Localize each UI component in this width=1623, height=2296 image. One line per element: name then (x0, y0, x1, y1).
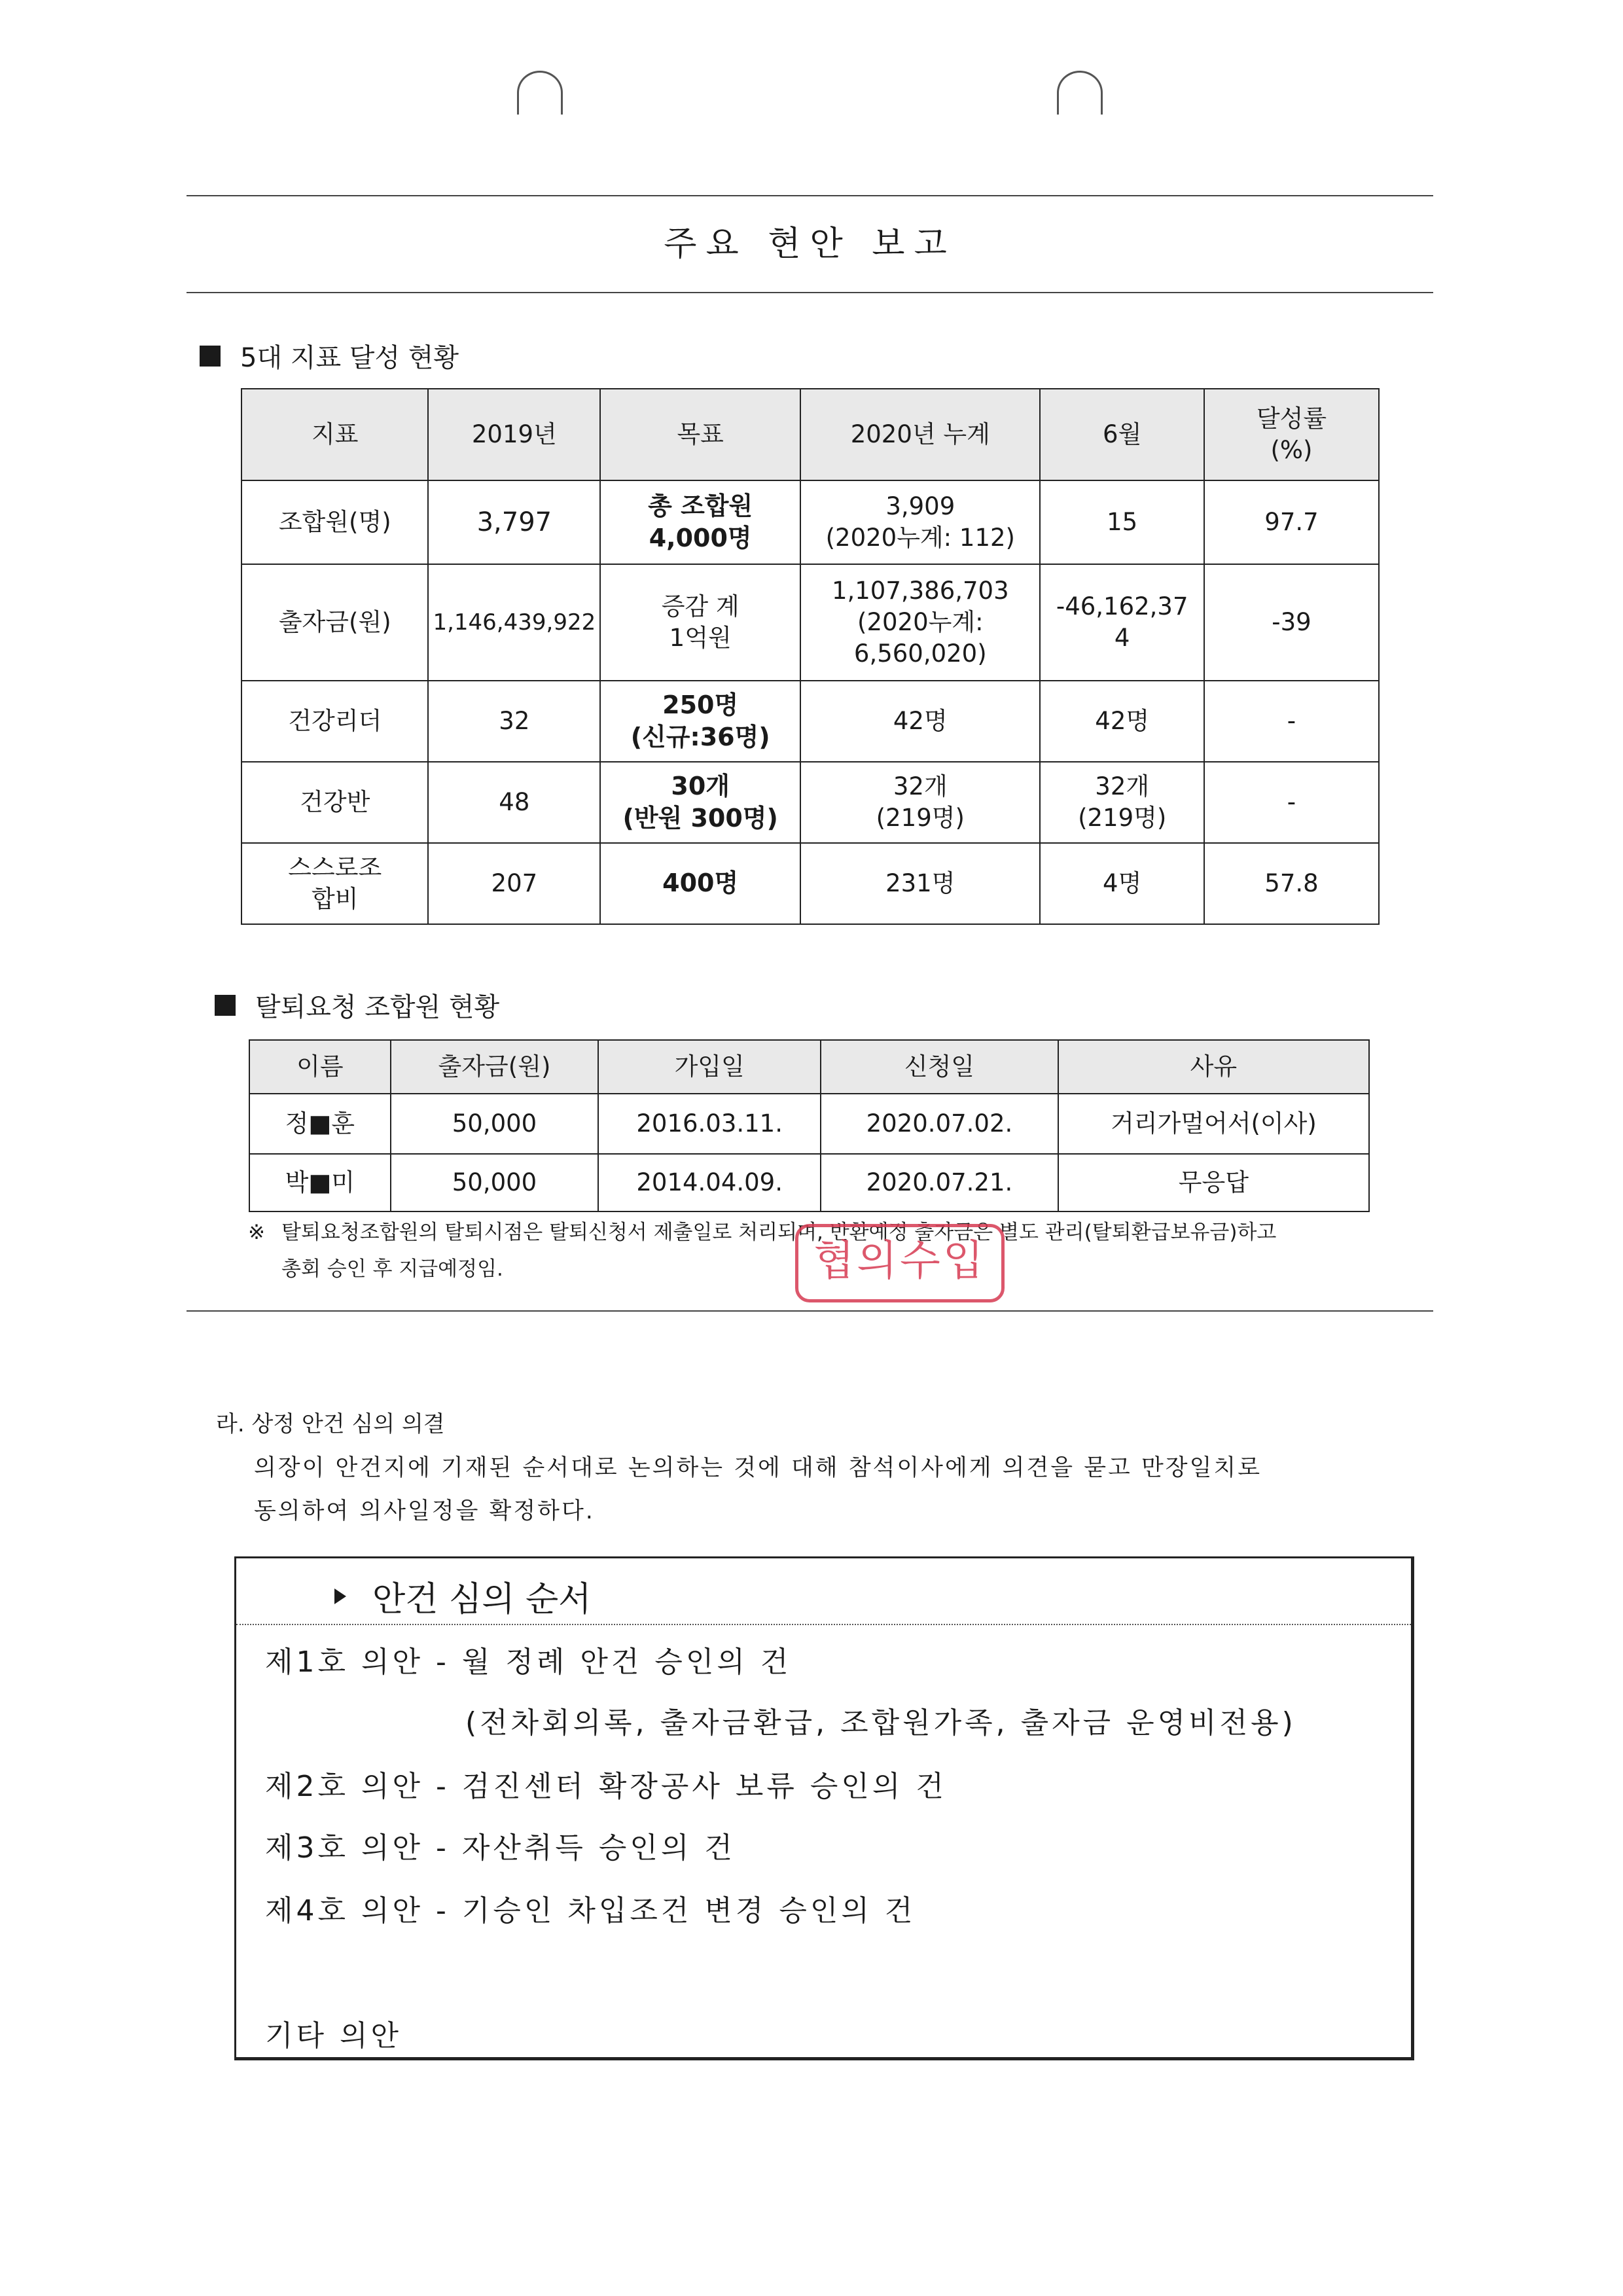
kpi-heading-text: 5대 지표 달성 현황 (240, 343, 459, 373)
value-2019-cell: 207 (428, 843, 600, 924)
rate-cell: - (1204, 762, 1379, 843)
rate-cell: 57.8 (1204, 843, 1379, 924)
note-line: 총회 승인 후 지급예정임. (281, 1257, 503, 1281)
indicator-cell: 건강리더 (241, 681, 428, 762)
target-cell: 250명 (신규:36명) (600, 681, 800, 762)
header-cell: 이름 (249, 1040, 391, 1094)
kpi-header-row (241, 389, 1379, 480)
note-mark: ※ (248, 1221, 265, 1244)
agenda-description (254, 1446, 1262, 1533)
cumulative-2020-cell: 42명 (800, 681, 1040, 762)
square-bullet-icon (215, 995, 236, 1016)
box-divider (236, 1624, 1411, 1625)
agenda-line: 의장이 안건지에 기재된 순서대로 논의하는 것에 대해 참석이사에게 의견을 묻고 만장일치로 (254, 1455, 1262, 1481)
value-2019-cell: 1,146,439,922 (428, 564, 600, 681)
header-cell: 6월 (1040, 389, 1204, 480)
target-cell: 30개 (반원 300명) (600, 762, 800, 843)
target-cell: 증감 계 1억원 (600, 564, 800, 681)
table-row (249, 1094, 1369, 1154)
reason-cell: 무응답 (1058, 1154, 1369, 1211)
withdrawal-table (249, 1039, 1370, 1212)
note-line: 탈퇴요청조합원의 탈퇴시점은 탈퇴신청서 제출일로 처리되며, 반환예정 출자금은 별도 관리(탈퇴환급보유금)하고 (281, 1221, 1277, 1244)
header-cell: 달성률 (%) (1204, 389, 1379, 480)
amount-cell: 50,000 (391, 1094, 599, 1154)
indicator-cell: 조합원(명) (241, 480, 428, 564)
join-date-cell: 2016.03.11. (598, 1094, 821, 1154)
header-cell: 신청일 (821, 1040, 1058, 1094)
kpi-table (241, 388, 1380, 925)
cumulative-2020-cell: 231명 (800, 843, 1040, 924)
agenda-item-3: 제3호 의안 - 자산취득 승인의 건 (265, 1831, 736, 1865)
withdrawal-section-heading (215, 986, 499, 1024)
agenda-order-box (234, 1556, 1414, 2060)
header-cell: 목표 (600, 389, 800, 480)
member-name-cell: 정■훈 (249, 1094, 391, 1154)
june-cell: 32개 (219명) (1040, 762, 1204, 843)
table-row (241, 564, 1379, 681)
page-title: 주요 현안 보고 (664, 224, 956, 264)
agenda-line: 동의하여 의사일정을 확정하다. (254, 1498, 595, 1524)
header-cell: 출자금(원) (391, 1040, 599, 1094)
join-date-cell: 2014.04.09. (598, 1154, 821, 1211)
indicator-cell: 스스로조 합비 (241, 843, 428, 924)
section-bottom-rule (187, 1310, 1433, 1312)
june-cell: 15 (1040, 480, 1204, 564)
target-cell: 400명 (600, 843, 800, 924)
agenda-item-4: 제4호 의안 - 기승인 차입조건 변경 승인의 건 (265, 1894, 916, 1928)
header-cell: 사유 (1058, 1040, 1369, 1094)
table-row (241, 762, 1379, 843)
request-date-cell: 2020.07.21. (821, 1154, 1058, 1211)
amount-cell: 50,000 (391, 1154, 599, 1211)
value-2019-cell: 48 (428, 762, 600, 843)
june-cell: 42명 (1040, 681, 1204, 762)
table-row (241, 681, 1379, 762)
cumulative-2020-cell: 1,107,386,703 (2020누계: 6,560,020) (800, 564, 1040, 681)
cumulative-2020-cell: 32개 (219명) (800, 762, 1040, 843)
member-name-cell: 박■미 (249, 1154, 391, 1211)
withdrawal-heading-text: 탈퇴요청 조합원 현황 (255, 992, 500, 1022)
kpi-section-heading (200, 337, 459, 374)
table-row (249, 1154, 1369, 1211)
agenda-item-1: 제1호 의안 - 월 정례 안건 승인의 건 (265, 1645, 792, 1679)
approval-stamp: 협의수입 (795, 1224, 1005, 1302)
title-bottom-rule (187, 292, 1433, 293)
indicator-cell: 건강반 (241, 762, 428, 843)
agenda-item-1-detail: (전차회의록, 출자금환급, 조합원가족, 출자금 운영비전용) (465, 1706, 1296, 1740)
withdrawal-header-row (249, 1040, 1369, 1094)
indicator-cell: 출자금(원) (241, 564, 428, 681)
rate-cell: -39 (1204, 564, 1379, 681)
rate-cell: 97.7 (1204, 480, 1379, 564)
value-2019-cell: 32 (428, 681, 600, 762)
agenda-heading: 라. 상정 안건 심의 의결 (216, 1411, 445, 1437)
june-cell: -46,162,37 4 (1040, 564, 1204, 681)
request-date-cell: 2020.07.02. (821, 1094, 1058, 1154)
value-2019-cell: 3,797 (428, 480, 600, 564)
cumulative-2020-cell: 3,909 (2020누계: 112) (800, 480, 1040, 564)
reason-cell: 거리가멀어서(이사) (1058, 1094, 1369, 1154)
agenda-box-title (334, 1571, 591, 1621)
header-cell: 2019년 (428, 389, 600, 480)
header-cell: 2020년 누계 (800, 389, 1040, 480)
withdrawal-note (249, 1214, 1276, 1287)
target-cell: 총 조합원 4,000명 (600, 480, 800, 564)
june-cell: 4명 (1040, 843, 1204, 924)
table-row (241, 480, 1379, 564)
punch-hole-right (1057, 71, 1103, 115)
triangle-bullet-icon (334, 1588, 346, 1604)
punch-hole-left (517, 71, 563, 115)
square-bullet-icon (200, 346, 221, 367)
rate-cell: - (1204, 681, 1379, 762)
title-top-rule (187, 195, 1433, 196)
table-row (241, 843, 1379, 924)
agenda-box-title-text: 안건 심의 순서 (372, 1580, 592, 1619)
header-cell: 지표 (241, 389, 428, 480)
agenda-item-other: 기타 의안 (265, 2019, 402, 2053)
agenda-item-2: 제2호 의안 - 검진센터 확장공사 보류 승인의 건 (265, 1770, 947, 1803)
header-cell: 가입일 (598, 1040, 821, 1094)
